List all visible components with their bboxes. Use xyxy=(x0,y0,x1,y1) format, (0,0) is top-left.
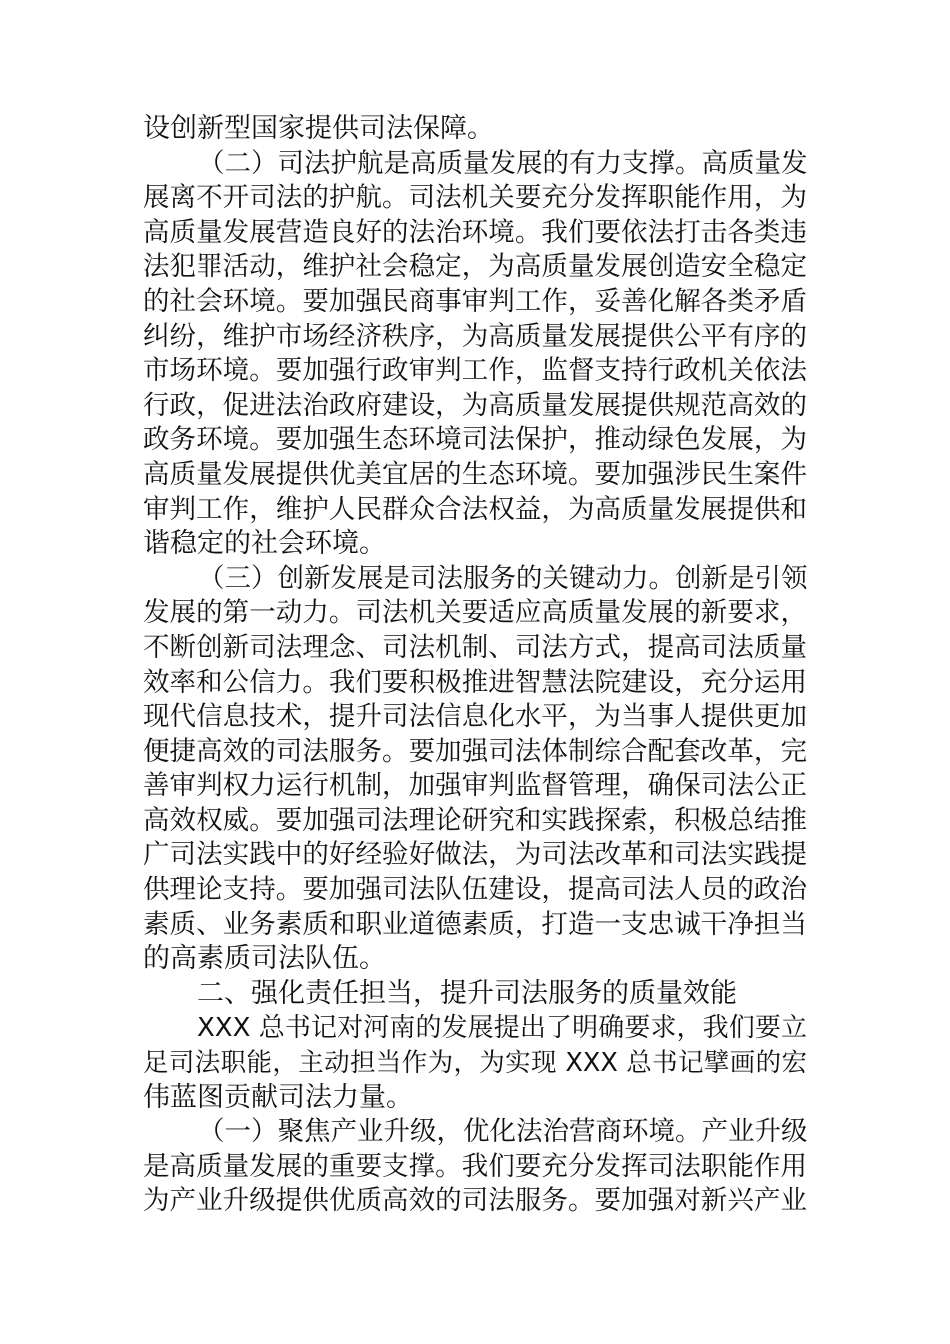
text-line: 现代信息技术，提升司法信息化水平，为当事人提供更加 xyxy=(143,701,807,733)
section-heading: 二、强化责任担当，提升司法服务的质量效能 xyxy=(197,977,737,1009)
text-line: 不断创新司法理念、司法机制、司法方式，提高司法质量 xyxy=(143,631,807,663)
text-line: 的高素质司法队伍。 xyxy=(143,943,386,975)
text-line: 广司法实践中的好经验好做法，为司法改革和司法实践提 xyxy=(143,839,807,871)
text-line: 审判工作，维护人民群众合法权益，为高质量发展提供和 xyxy=(143,493,807,525)
text-line: 效率和公信力。我们要积极推进智慧法院建设，充分运用 xyxy=(143,666,807,698)
text-line: 政务环境。要加强生态环境司法保护，推动绿色发展，为 xyxy=(143,424,807,456)
document-body xyxy=(143,112,807,1219)
text-line: （三）创新发展是司法服务的关键动力。创新是引领 xyxy=(198,562,807,594)
text-line: 发展的第一动力。司法机关要适应高质量发展的新要求， xyxy=(143,597,807,629)
text-line: 伟蓝图贡献司法力量。 xyxy=(143,1081,413,1113)
text-line: 谐稳定的社会环境。 xyxy=(143,528,386,560)
text-line: 设创新型国家提供司法保障。 xyxy=(143,113,494,144)
text-line: 高质量发展提供优美宜居的生态环境。要加强涉民生案件 xyxy=(143,458,807,490)
text-line: 高质量发展营造良好的法治环境。我们要依法打击各类违 xyxy=(143,216,807,248)
text-line: 善审判权力运行机制，加强审判监督管理，确保司法公正 xyxy=(143,770,807,802)
text-line: 法犯罪活动，维护社会稳定，为高质量发展创造安全稳定 xyxy=(143,251,807,283)
text-line: 行政，促进法治政府建设，为高质量发展提供规范高效的 xyxy=(143,389,807,421)
text-line: 为产业升级提供优质高效的司法服务。要加强对新兴产业 xyxy=(143,1185,807,1217)
text-line: 便捷高效的司法服务。要加强司法体制综合配套改革，完 xyxy=(143,735,807,767)
text-line: 高效权威。要加强司法理论研究和实践探索，积极总结推 xyxy=(143,804,807,836)
text-line: 供理论支持。要加强司法队伍建设，提高司法人员的政治 xyxy=(143,874,807,906)
text-line: （二）司法护航是高质量发展的有力支撑。高质量发 xyxy=(198,147,807,179)
text-line: XXX 总书记对河南的发展提出了明确要求，我们要立 xyxy=(197,1013,807,1044)
text-line: 市场环境。要加强行政审判工作，监督支持行政机关依法 xyxy=(143,355,807,387)
text-line: 纠纷，维护市场经济秩序，为高质量发展提供公平有序的 xyxy=(143,320,807,352)
text-line: （一）聚焦产业升级，优化法治营商环境。产业升级 xyxy=(198,1116,807,1148)
text-line: 的社会环境。要加强民商事审判工作，妥善化解各类矛盾 xyxy=(143,285,807,317)
text-line: 足司法职能，主动担当作为，为实现 XXX 总书记擘画的宏 xyxy=(143,1048,807,1079)
text-line: 是高质量发展的重要支撑。我们要充分发挥司法职能作用 xyxy=(143,1150,807,1182)
text-line: 素质、业务素质和职业道德素质，打造一支忠诚干净担当 xyxy=(143,908,807,940)
text-line: 展离不开司法的护航。司法机关要充分发挥职能作用，为 xyxy=(143,182,807,214)
